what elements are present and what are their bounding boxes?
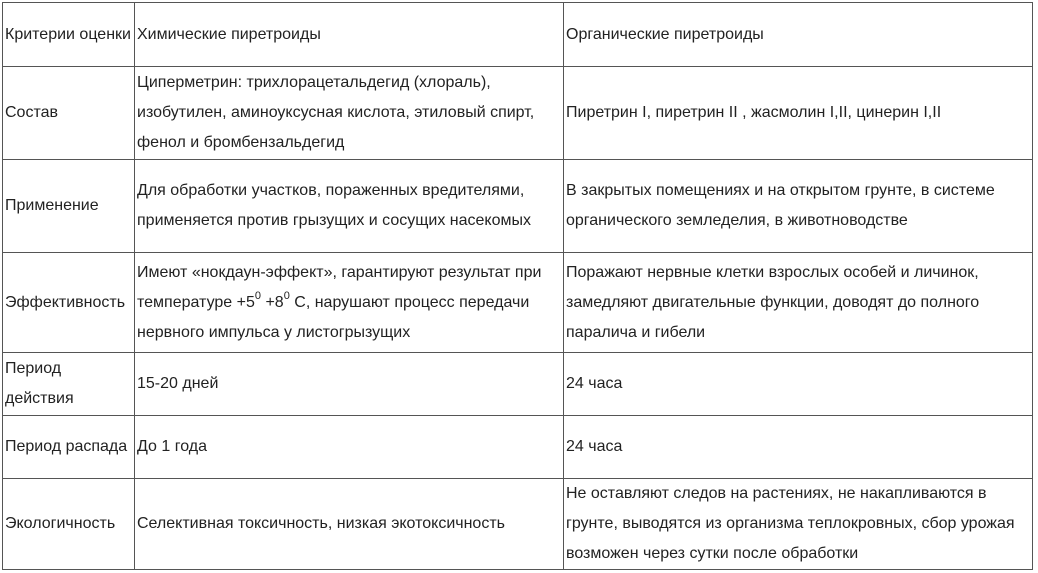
organic-cell: Пиретрин I, пиретрин II , жасмолин I,II, цинерин I,II bbox=[564, 67, 1033, 160]
organic-cell: 24 часа bbox=[564, 353, 1033, 416]
degree-superscript: 0 bbox=[254, 290, 261, 303]
organic-cell: Не оставляют следов на растениях, не накапливаются в грунте, выводятся из организма теплокровных, сбор урожая возможен через сутки после обработки bbox=[564, 479, 1033, 570]
chemical-cell bbox=[135, 253, 564, 353]
table-row bbox=[3, 160, 1033, 253]
chemical-text-part: Имеют «нокдаун-эффект», гарантируют результат при температуре +5 bbox=[137, 263, 542, 311]
organic-cell: Поражают нервные клетки взрослых особей и личинок, замедляют двигательные функции, доводят до полного паралича и гибели bbox=[564, 253, 1033, 353]
table-row bbox=[3, 416, 1033, 479]
chemical-cell: 15-20 дней bbox=[135, 353, 564, 416]
table-row bbox=[3, 67, 1033, 160]
table-row bbox=[3, 479, 1033, 570]
criterion-cell: Состав bbox=[3, 67, 135, 160]
degree-superscript: 0 bbox=[283, 290, 290, 303]
organic-cell: 24 часа bbox=[564, 416, 1033, 479]
criterion-cell: Период действия bbox=[3, 353, 135, 416]
table-row bbox=[3, 353, 1033, 416]
header-cell-criteria: Критерии оценки bbox=[3, 3, 135, 67]
criterion-cell: Экологичность bbox=[3, 479, 135, 570]
criterion-cell: Применение bbox=[3, 160, 135, 253]
chemical-text-part: +8 bbox=[261, 293, 284, 311]
criterion-cell: Эффективность bbox=[3, 253, 135, 353]
chemical-cell: Циперметрин: трихлорацетальдегид (хлораль), изобутилен, аминоуксусная кислота, этиловый спирт, фенол и бромбензальдегид bbox=[135, 67, 564, 160]
table-header-row bbox=[3, 3, 1033, 67]
organic-cell: В закрытых помещениях и на открытом грунте, в системе органического земледелия, в животноводстве bbox=[564, 160, 1033, 253]
chemical-cell: До 1 года bbox=[135, 416, 564, 479]
table-row bbox=[3, 253, 1033, 353]
chemical-cell: Селективная токсичность, низкая экотоксичность bbox=[135, 479, 564, 570]
header-cell-organic: Органические пиретроиды bbox=[564, 3, 1033, 67]
chemical-text-part: С, нарушают процесс передачи нервного импульса у листогрызущих bbox=[137, 293, 530, 341]
chemical-cell: Для обработки участков, пораженных вредителями, применяется против грызущих и сосущих насекомых bbox=[135, 160, 564, 253]
comparison-table bbox=[2, 2, 1033, 570]
criterion-cell: Период распада bbox=[3, 416, 135, 479]
header-cell-chemical: Химические пиретроиды bbox=[135, 3, 564, 67]
